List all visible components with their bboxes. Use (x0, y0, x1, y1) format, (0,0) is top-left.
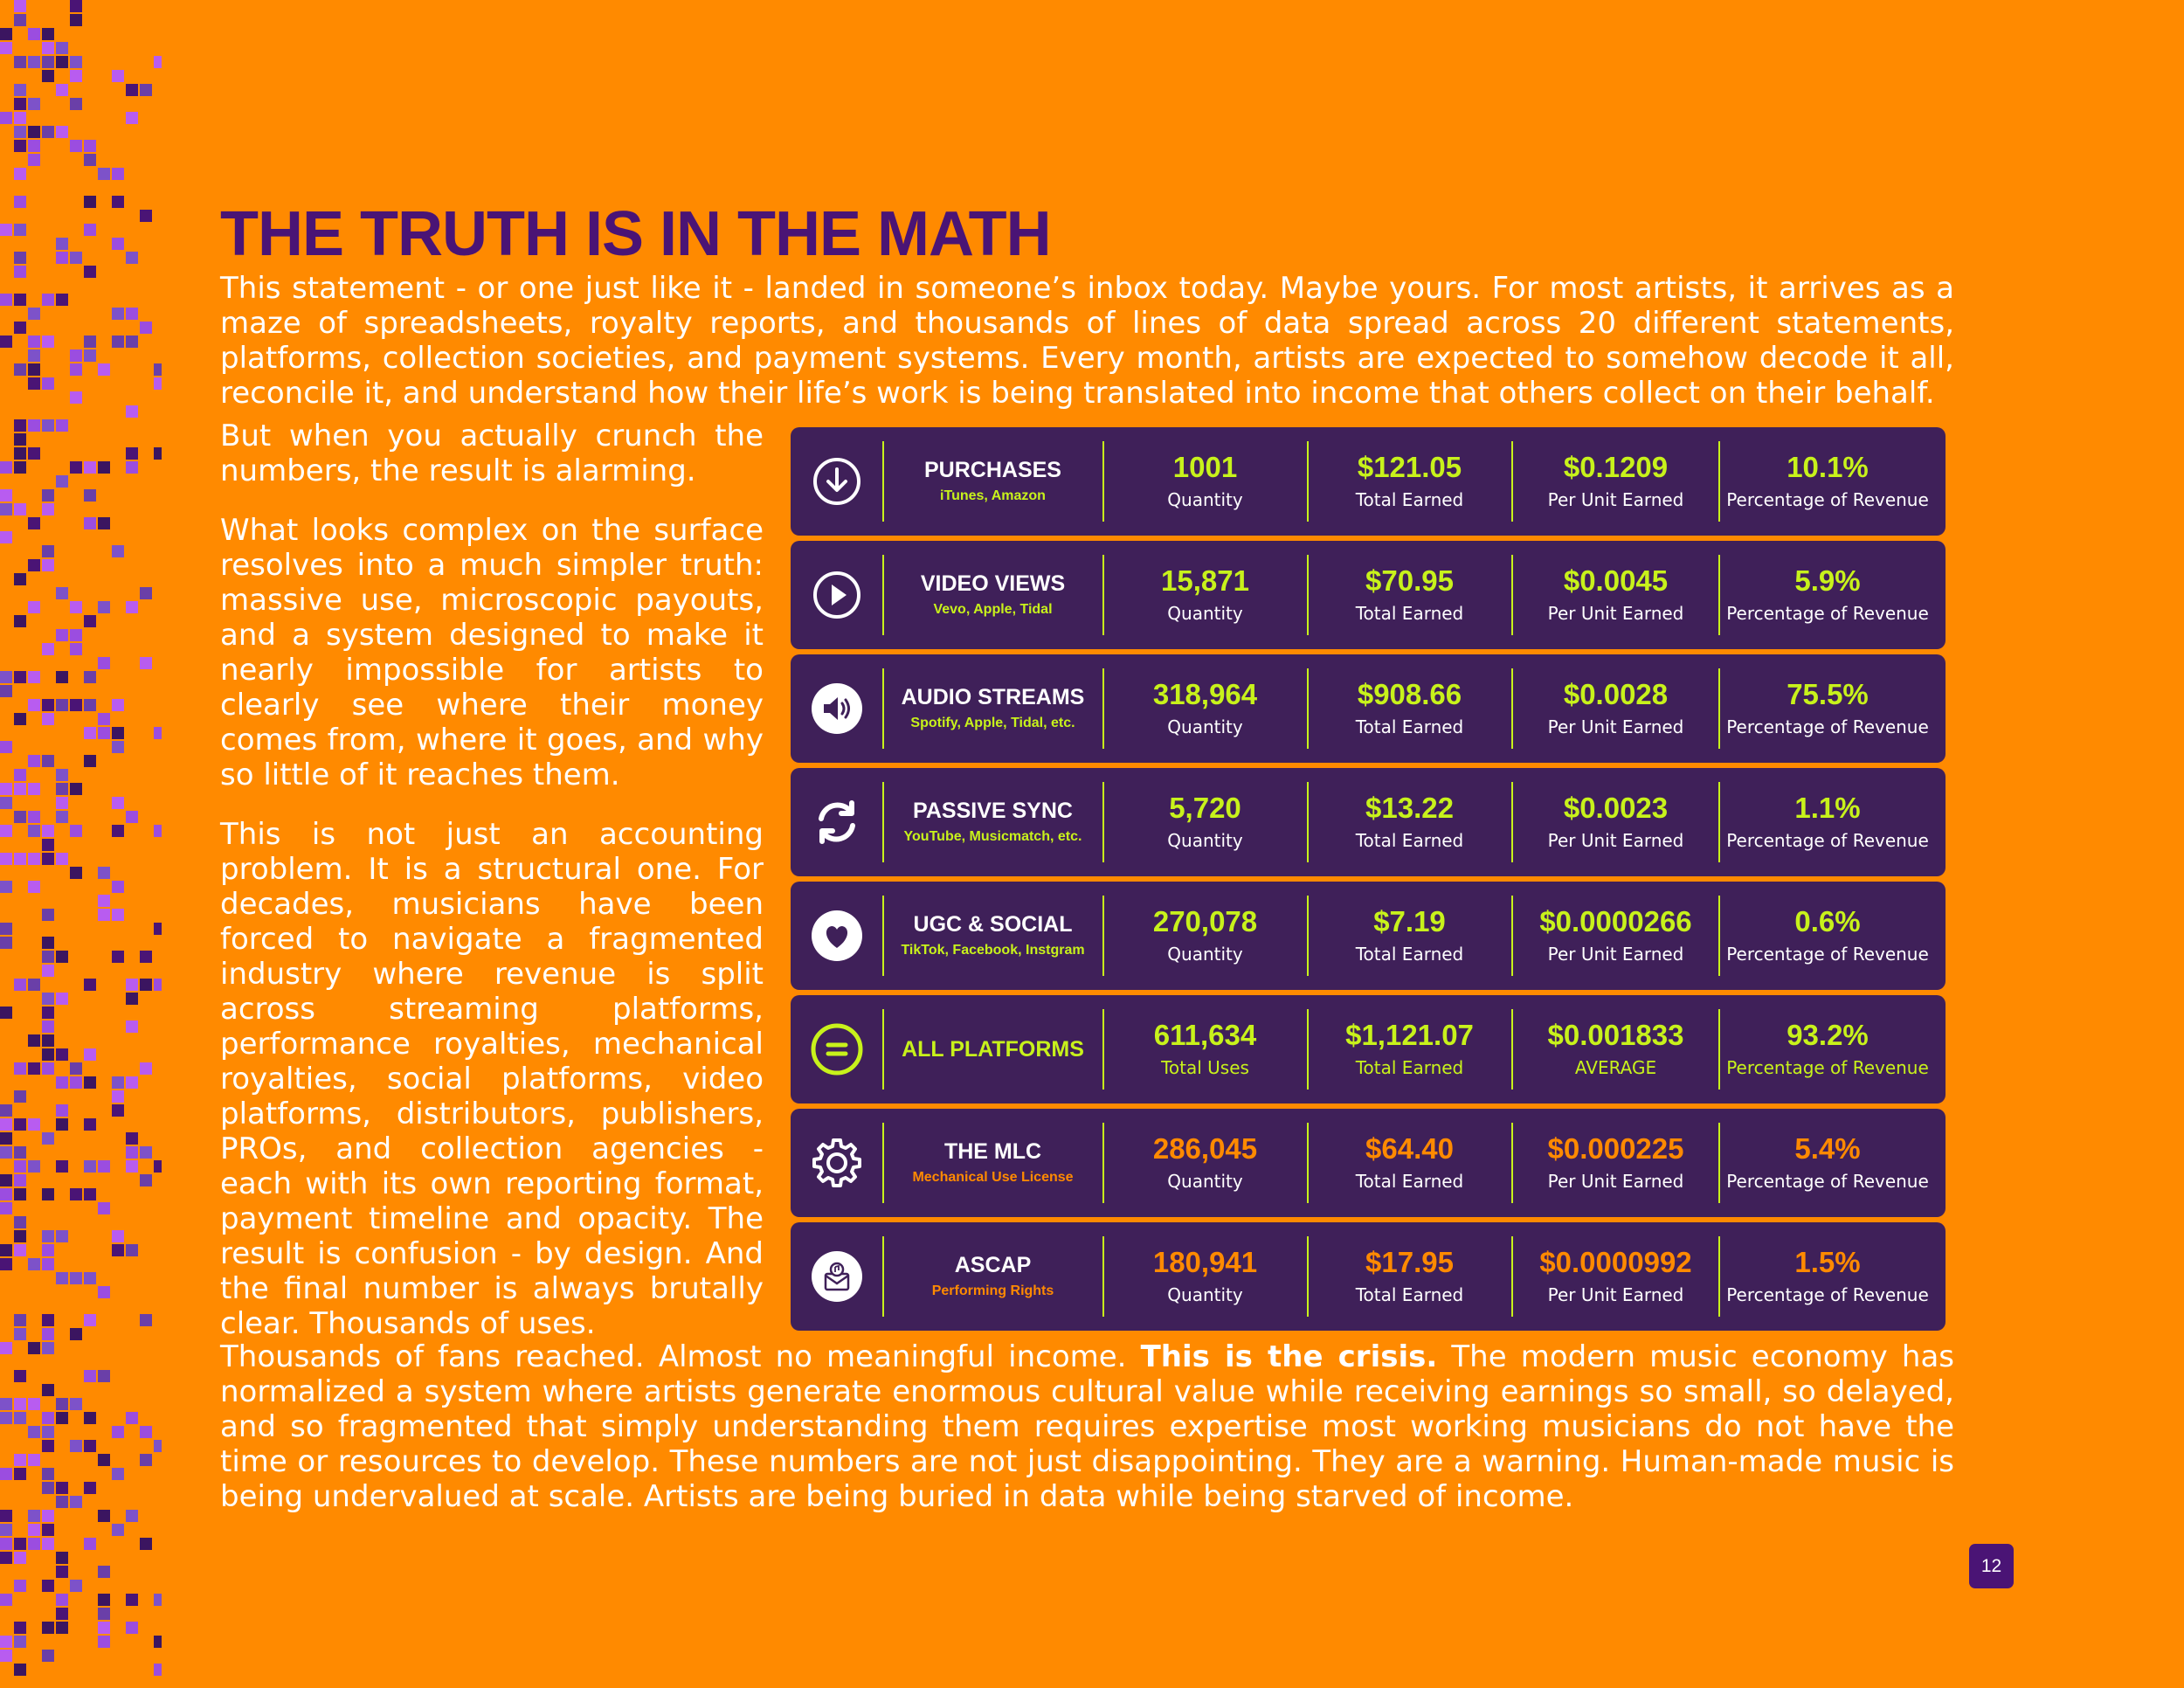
quantity-value: 270,078 (1152, 905, 1258, 937)
percent-caption: Percentage of Revenue (1726, 1284, 1929, 1305)
intro-paragraph: This statement - or one just like it - landed in someone’s inbox today. Maybe yours. For most artists, it arrives as a maze of spreadsheets, royalty reports, and thousands of lines of data spread across 20 different statements, platforms, collection societies, and payment systems. Every month, artists are expected to somehow decode it all, reconcile it, and understand how their life’s work is being translated into income that others collect on their behalf. (220, 271, 1954, 411)
earned-caption: Total Earned (1355, 1057, 1464, 1078)
quantity-value: 15,871 (1161, 564, 1249, 597)
quantity-caption: Total Uses (1161, 1057, 1249, 1078)
table-row-ugc-social (791, 882, 1946, 990)
row-label: UGC & SOCIAL (913, 912, 1073, 937)
earned-caption: Total Earned (1355, 1284, 1464, 1305)
percent-value: 10.1% (1787, 451, 1869, 483)
earned-value: $121.05 (1357, 451, 1462, 483)
percent-caption: Percentage of Revenue (1726, 489, 1929, 510)
per-unit-caption: Per Unit Earned (1547, 830, 1684, 851)
percent-caption: Percentage of Revenue (1726, 1171, 1929, 1192)
page-number: 12 (1969, 1544, 2014, 1588)
percent-value: 5.9% (1794, 564, 1861, 597)
table-row-passive-sync (791, 768, 1946, 876)
gear-icon (791, 1109, 882, 1217)
left-column (220, 419, 764, 1366)
closing-text-end: The modern music economy has normalized a system where artists generate enormous cultural value while receiving earnings so small, so delayed, and so fragmented that simply understanding them requires expertise most working musicians do not have the time or resources to develop. These numbers are not just disappointing. They are a warning. Human-made music is being undervalued at scale. Artists are being buried in data while being starved of income. (220, 1339, 1954, 1514)
speaker-icon (791, 654, 882, 763)
earned-caption: Total Earned (1355, 716, 1464, 737)
play-icon (791, 541, 882, 649)
per-unit-value: $0.0000992 (1539, 1246, 1692, 1278)
equals-icon (791, 995, 882, 1103)
per-unit-value: $0.001833 (1547, 1019, 1684, 1051)
quantity-caption: Quantity (1167, 1284, 1243, 1305)
percent-value: 0.6% (1794, 905, 1861, 937)
quantity-value: 318,964 (1152, 678, 1258, 710)
table-row-ascap (791, 1222, 1946, 1331)
heart-icon (791, 882, 882, 990)
table-row-purchases (791, 427, 1946, 536)
quantity-caption: Quantity (1167, 1171, 1243, 1192)
row-sublabel: YouTube, Musicmatch, etc. (903, 829, 1082, 844)
percent-value: 75.5% (1787, 678, 1869, 710)
per-unit-value: $0.0028 (1563, 678, 1669, 710)
row-label: VIDEO VIEWS (920, 571, 1066, 596)
percent-value: 5.4% (1794, 1132, 1861, 1165)
quantity-value: 5,720 (1169, 792, 1241, 824)
quantity-value: 1001 (1172, 451, 1238, 483)
row-label: AUDIO STREAMS (901, 685, 1085, 709)
closing-paragraph (220, 1339, 1954, 1514)
earned-caption: Total Earned (1355, 944, 1464, 965)
per-unit-caption: Per Unit Earned (1547, 603, 1684, 624)
row-label: ASCAP (954, 1253, 1032, 1277)
per-unit-caption: Per Unit Earned (1547, 1171, 1684, 1192)
per-unit-value: $0.1209 (1563, 451, 1669, 483)
table-row-audio-streams (791, 654, 1946, 763)
percent-caption: Percentage of Revenue (1726, 944, 1929, 965)
earned-value: $908.66 (1357, 678, 1462, 710)
page-title: THE TRUTH IS IN THE MATH (220, 199, 1051, 269)
percent-caption: Percentage of Revenue (1726, 1057, 1929, 1078)
quantity-caption: Quantity (1167, 489, 1243, 510)
download-icon (791, 427, 882, 536)
per-unit-caption: Per Unit Earned (1547, 489, 1684, 510)
earned-caption: Total Earned (1355, 830, 1464, 851)
per-unit-value: $0.0045 (1563, 564, 1669, 597)
percent-caption: Percentage of Revenue (1726, 830, 1929, 851)
row-label: PASSIVE SYNC (913, 799, 1073, 823)
earned-value: $7.19 (1373, 905, 1446, 937)
earned-value: $70.95 (1365, 564, 1454, 597)
per-unit-value: $0.000225 (1547, 1132, 1684, 1165)
table-row-all-platforms (791, 995, 1946, 1103)
percent-value: 93.2% (1787, 1019, 1869, 1051)
earned-caption: Total Earned (1355, 1171, 1464, 1192)
row-label: THE MLC (943, 1139, 1042, 1164)
quantity-caption: Quantity (1167, 830, 1243, 851)
table-row-the-mlc (791, 1109, 1946, 1217)
quantity-value: 611,634 (1153, 1019, 1257, 1051)
ascap-icon (791, 1222, 882, 1331)
earned-value: $13.22 (1365, 792, 1454, 824)
per-unit-caption: Per Unit Earned (1547, 1284, 1684, 1305)
decorative-pixel-pattern (0, 0, 162, 1688)
left-paragraph-3: This is not just an accounting problem. It is a structural one. For decades, musicians have been forced to navigate a fragmented industry where revenue is split across streaming platforms, performance royalties, mechanical royalties, social platforms, video platforms, distributors, publishers, PROs, and collection agencies - each with its own reporting format, payment timeline and opacity. The result is confusion - by design. And the final number is always brutally clear. Thousands of uses. (220, 817, 764, 1341)
table-row-video-views (791, 541, 1946, 649)
per-unit-value: $0.0000266 (1539, 905, 1692, 937)
quantity-value: 286,045 (1152, 1132, 1258, 1165)
sync-icon (791, 768, 882, 876)
row-label: PURCHASES (924, 458, 1061, 482)
row-label: ALL PLATFORMS (902, 1037, 1084, 1062)
earned-value: $17.95 (1365, 1246, 1454, 1278)
per-unit-caption: Per Unit Earned (1547, 716, 1684, 737)
quantity-caption: Quantity (1167, 603, 1243, 624)
row-sublabel: TikTok, Facebook, Instgram (901, 943, 1085, 958)
quantity-caption: Quantity (1167, 716, 1243, 737)
row-sublabel: Vevo, Apple, Tidal (933, 602, 1053, 617)
percent-caption: Percentage of Revenue (1726, 716, 1929, 737)
row-sublabel: Spotify, Apple, Tidal, etc. (910, 716, 1075, 730)
percent-value: 1.5% (1794, 1246, 1861, 1278)
earned-caption: Total Earned (1355, 603, 1464, 624)
left-paragraph-2: What looks complex on the surface resolves into a much simpler truth: massive use, microscopic payouts, and a system designed to make it nearly impossible for artists to clearly see where their money comes from, where it goes, and why so little of it reaches them. (220, 513, 764, 792)
percent-value: 1.1% (1794, 792, 1861, 824)
per-unit-value: $0.0023 (1563, 792, 1669, 824)
row-sublabel: Mechanical Use License (912, 1170, 1074, 1185)
earned-value: $64.40 (1365, 1132, 1454, 1165)
row-sublabel: Performing Rights (931, 1283, 1054, 1298)
crisis-emphasis: This is the crisis. (1140, 1339, 1438, 1374)
earned-value: $1,121.07 (1345, 1019, 1474, 1051)
quantity-value: 180,941 (1152, 1246, 1258, 1278)
row-sublabel: iTunes, Amazon (940, 488, 1046, 503)
earned-caption: Total Earned (1355, 489, 1464, 510)
closing-text-start: Thousands of fans reached. Almost no meaningful income. (220, 1339, 1141, 1374)
quantity-caption: Quantity (1167, 944, 1243, 965)
left-paragraph-1: But when you actually crunch the numbers, the result is alarming. (220, 419, 764, 488)
per-unit-caption: Per Unit Earned (1547, 944, 1684, 965)
per-unit-caption: AVERAGE (1574, 1057, 1657, 1078)
percent-caption: Percentage of Revenue (1726, 603, 1929, 624)
